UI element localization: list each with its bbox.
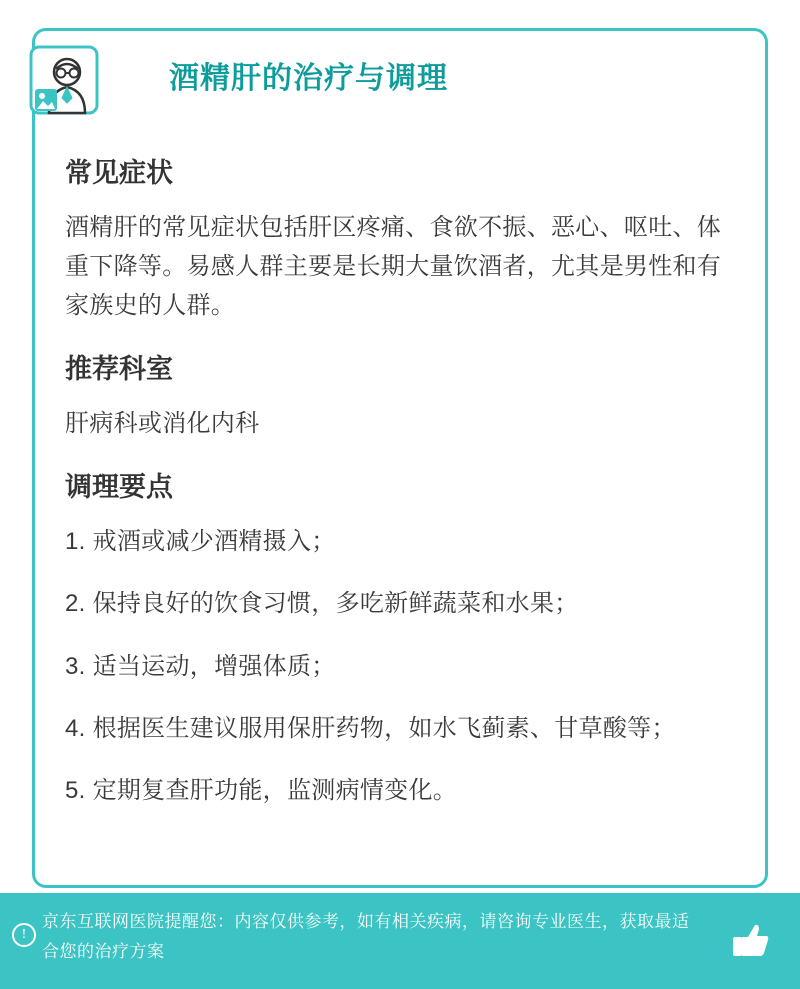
thumbs-up-icon[interactable] xyxy=(728,917,774,963)
section-text-symptoms: 酒精肝的常见症状包括肝区疼痛、食欲不振、恶心、呕吐、体重下降等。易感人群主要是长期大量饮酒者，尤其是男性和有家族史的人群。 xyxy=(65,214,722,319)
doctor-avatar-icon xyxy=(29,45,125,131)
section-heading-department: 推荐科室 xyxy=(65,353,173,384)
info-icon: ! xyxy=(12,923,36,947)
section-heading-symptoms: 常见症状 xyxy=(65,158,173,188)
document-body xyxy=(65,156,735,811)
page-title: 酒精肝的治疗与调理 xyxy=(169,62,448,95)
section-heading-care-points: 调理要点 xyxy=(65,471,173,502)
list-item: 1. 戒酒或减少酒精摄入； xyxy=(65,527,336,555)
care-points-list xyxy=(65,523,735,811)
list-item: 5. 定期复查肝功能，监测病情变化。 xyxy=(65,777,458,805)
section-text-department: 肝病科或消化内科 xyxy=(65,409,260,437)
content-card xyxy=(32,28,768,888)
list-item: 3. 适当运动，增强体质； xyxy=(65,652,336,680)
list-item: 4. 根据医生建议服用保肝药物，如水飞蓟素、甘草酸等； xyxy=(65,714,676,742)
footer-disclaimer-bar xyxy=(0,893,800,989)
footer-disclaimer-text: 京东互联网医院提醒您：内容仅供参考，如有相关疾病，请咨询专业医生，获取最适合您的治疗方案 xyxy=(42,912,690,961)
list-item: 2. 保持良好的饮食习惯，多吃新鲜蔬菜和水果； xyxy=(65,590,579,618)
